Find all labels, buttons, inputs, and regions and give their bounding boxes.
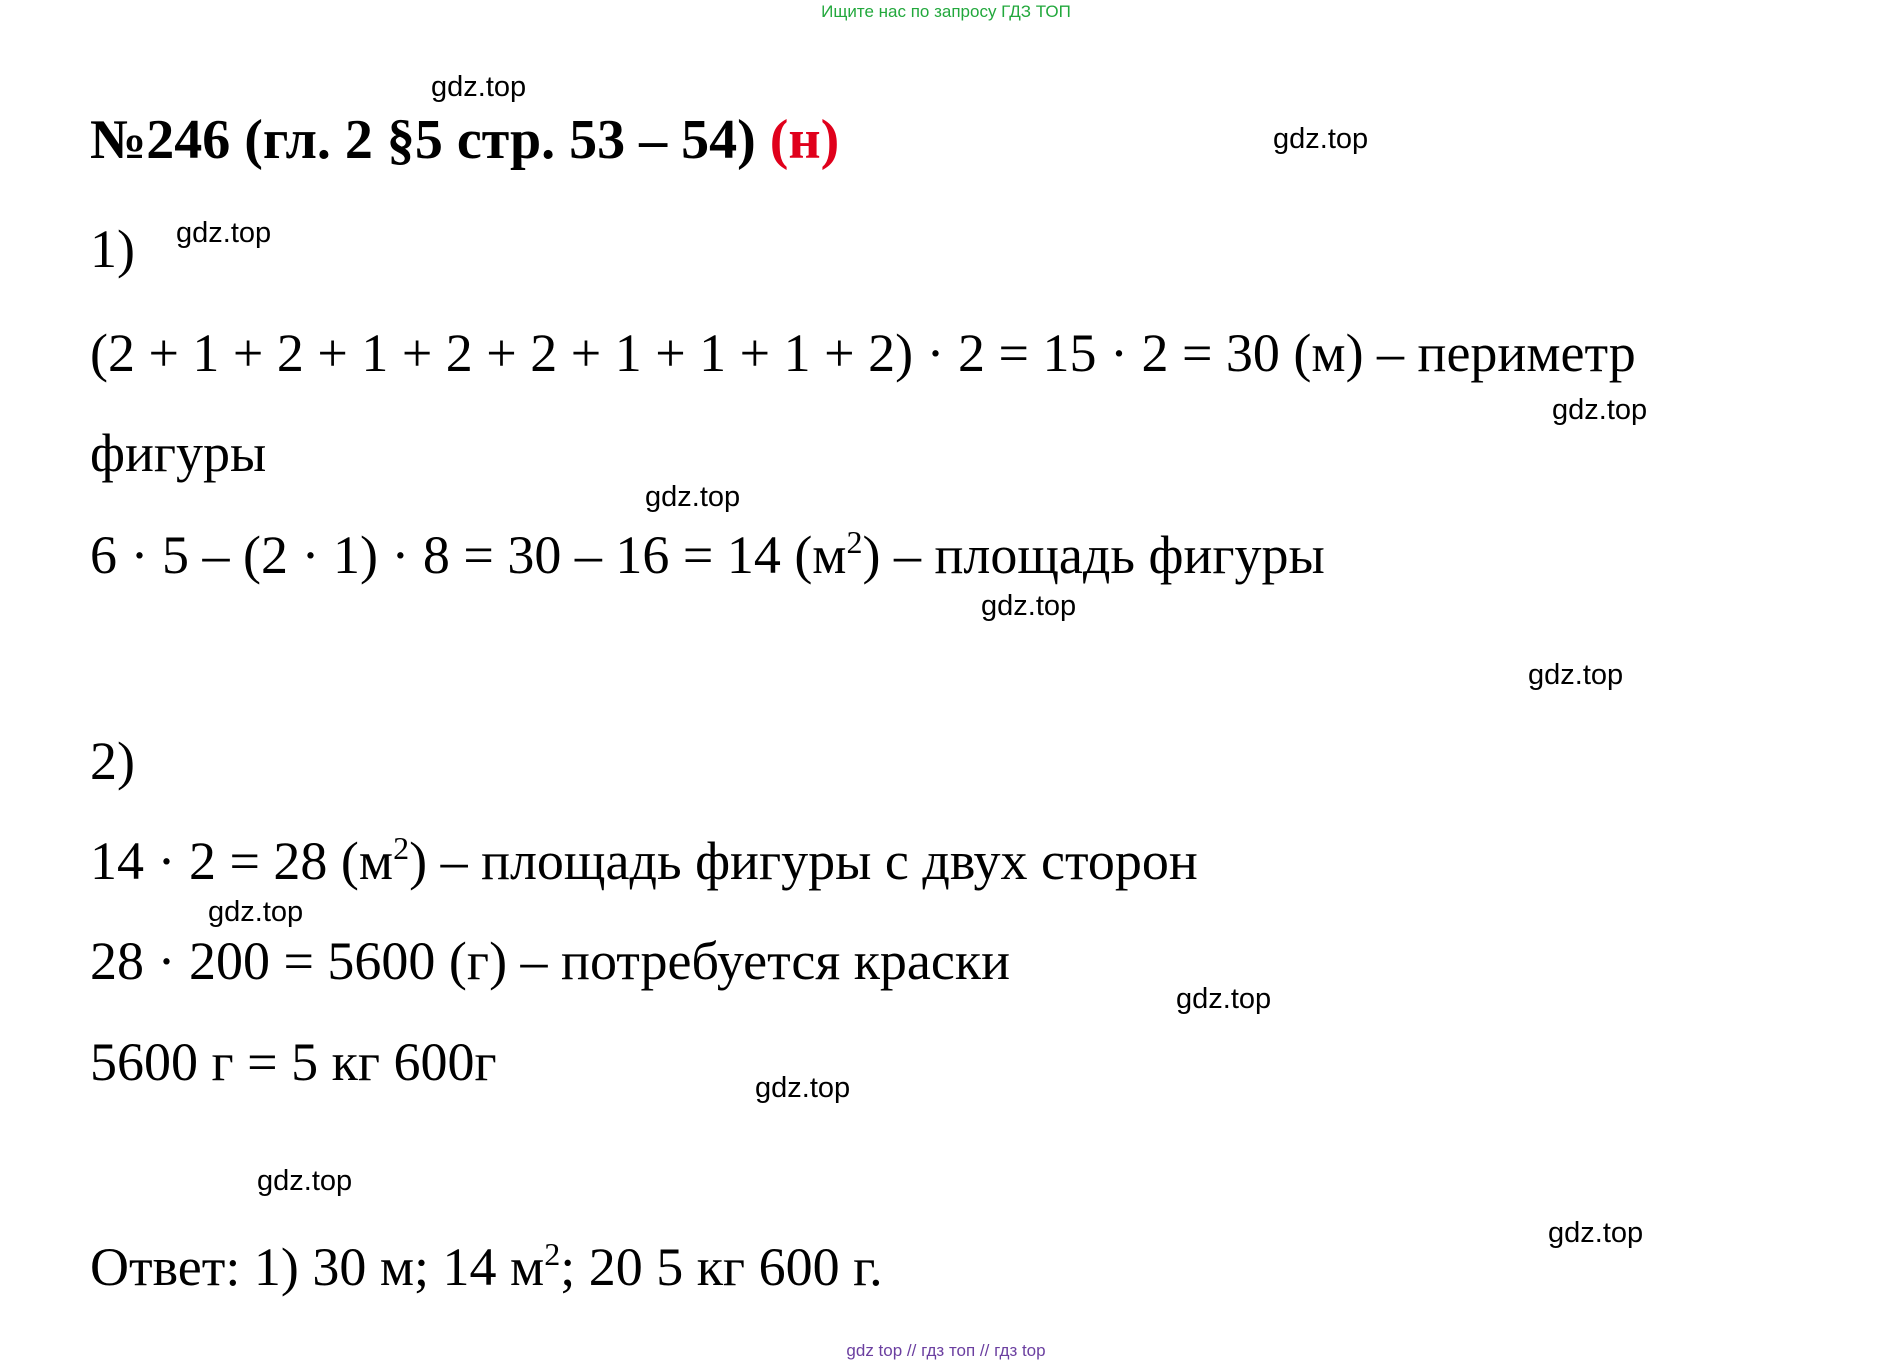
perimeter-line: (2 + 1 + 2 + 1 + 2 + 2 + 1 + 1 + 1 + 2) · 2 = 15 · 2 = 30 (м) – периметр [90, 323, 1636, 383]
answer-sup: 2 [544, 1236, 561, 1272]
watermark: gdz.top [257, 1165, 353, 1197]
part2-label: 2) [90, 731, 135, 791]
answer-line [90, 1236, 883, 1297]
area-line-after: ) – площадь фигуры [862, 525, 1325, 585]
both-sides-before: 14 · 2 = 28 (м [90, 831, 394, 891]
area-line-before: 6 · 5 – (2 · 1) · 8 = 30 – 16 = 14 (м [90, 525, 847, 585]
watermark: gdz.top [176, 217, 272, 249]
both-sides-sup: 2 [393, 830, 410, 866]
watermark: gdz.top [208, 896, 304, 928]
watermark: gdz.top [1548, 1217, 1644, 1249]
title-main: №246 (гл. 2 §5 стр. 53 – 54) [90, 109, 770, 171]
page-title [90, 109, 840, 171]
top-banner: Ищите нас по запросу ГДЗ ТОП [821, 2, 1071, 21]
watermark: gdz.top [1176, 983, 1272, 1015]
title-mark: (н) [769, 109, 840, 171]
part1-label: 1) [90, 219, 135, 279]
watermark: gdz.top [1528, 659, 1624, 691]
area-line-sup: 2 [846, 524, 863, 560]
answer-after: ; 20 5 кг 600 г. [560, 1237, 883, 1297]
watermark: gdz.top [431, 71, 527, 103]
convert-line: 5600 г = 5 кг 600г [90, 1032, 497, 1092]
watermark: gdz.top [755, 1072, 851, 1104]
both-sides-after: ) – площадь фигуры с двух сторон [409, 831, 1198, 891]
paint-line: 28 · 200 = 5600 (г) – потребуется краски [90, 931, 1011, 991]
bottom-banner: gdz top // гдз топ // гдз top [846, 1341, 1046, 1360]
both-sides-line [90, 830, 1198, 891]
watermark: gdz.top [645, 481, 741, 513]
watermark: gdz.top [1273, 123, 1369, 155]
perimeter-continuation: фигуры [90, 423, 267, 483]
watermark: gdz.top [981, 590, 1077, 622]
answer-before: Ответ: 1) 30 м; 14 м [90, 1237, 545, 1297]
area-line [90, 524, 1325, 585]
watermark: gdz.top [1552, 394, 1648, 426]
